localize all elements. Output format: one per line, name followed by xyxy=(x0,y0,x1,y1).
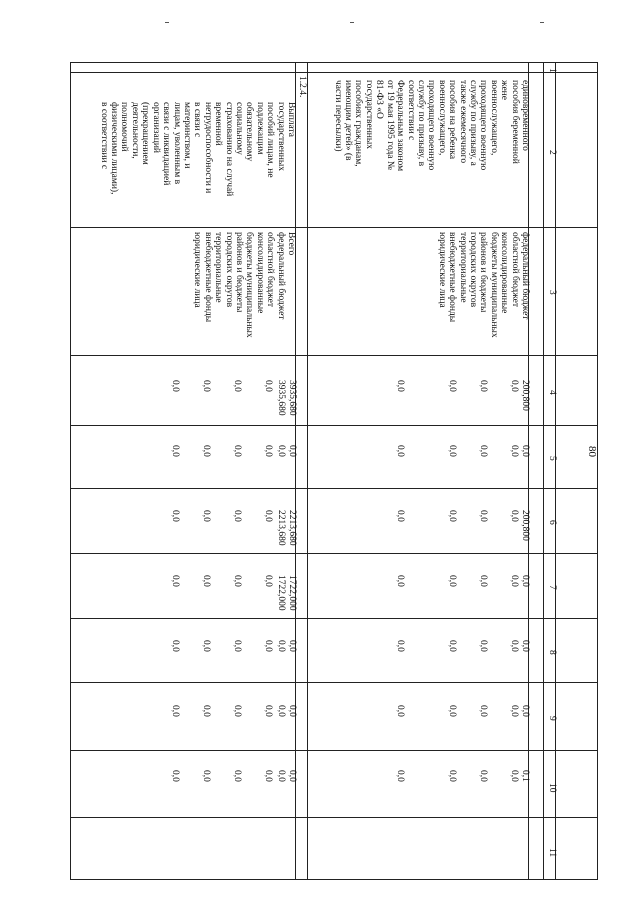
column-number: 8 xyxy=(547,650,557,655)
cell-value: 0,0 xyxy=(263,575,273,587)
col-divider xyxy=(70,682,598,683)
cell-value: 200,800 xyxy=(520,510,530,541)
row-divider xyxy=(555,62,556,880)
cell-value: 0,0 xyxy=(395,770,405,782)
description-line: государственных xyxy=(363,80,374,150)
source-line: консолидированные xyxy=(254,232,265,314)
cell-value: 0,0 xyxy=(232,575,242,587)
cell-value: 2213,680 xyxy=(287,510,297,546)
cell-value: 0,0 xyxy=(276,705,286,717)
cell-value: 0,0 xyxy=(520,575,530,587)
cell-value: 0,0 xyxy=(232,770,242,782)
row-number: 1.2.4. xyxy=(297,76,307,98)
source-line: федеральный бюджет xyxy=(275,232,286,320)
cell-value: 0,0 xyxy=(201,705,211,717)
description-line: пособий лицам, не xyxy=(265,102,276,178)
source-line: федеральный бюджет xyxy=(520,232,530,320)
description-line: временной xyxy=(213,102,224,146)
cell-value: 0,0 xyxy=(478,705,488,717)
cell-value: 0,0 xyxy=(276,640,286,652)
cell-value: 0,0 xyxy=(447,770,457,782)
cell-value: 0,0 xyxy=(478,445,488,457)
col-divider xyxy=(70,355,598,356)
row-divider xyxy=(543,62,544,880)
cell-value: 0,1 xyxy=(520,770,530,782)
cell-value: 0,0 xyxy=(395,705,405,717)
source-line: внебюджетные фонды xyxy=(202,232,213,323)
col-divider xyxy=(70,425,598,426)
source-line: районов и бюджеты xyxy=(478,232,489,313)
description-line: службу по призыву, а xyxy=(467,80,478,166)
cell-value: 0,0 xyxy=(232,380,242,392)
source-line: областной бюджет xyxy=(265,232,276,308)
column-number: 6 xyxy=(547,520,557,525)
cell-value: 0,0 xyxy=(509,575,519,587)
col-divider xyxy=(70,750,598,751)
description-line: (прекращением xyxy=(140,102,151,165)
cell-value: 0,0 xyxy=(447,640,457,652)
cell-value: 0,0 xyxy=(170,770,180,782)
cell-value: 0,0 xyxy=(395,380,405,392)
cell-value: 200,800 xyxy=(520,380,530,411)
cell-value: 0,0 xyxy=(509,770,519,782)
description-line: службу по призыву, в xyxy=(415,80,426,167)
cell-value: 0,0 xyxy=(509,445,519,457)
description-line: проходящего военную xyxy=(426,80,437,171)
description-line: государственных xyxy=(275,102,286,172)
description-line: обязательному xyxy=(244,102,255,162)
cell-value: 0,0 xyxy=(478,380,488,392)
cell-value: 0,0 xyxy=(263,770,273,782)
cell-value: 0,0 xyxy=(447,380,457,392)
cell-value: 0,0 xyxy=(170,705,180,717)
cell-value: 0,0 xyxy=(263,705,273,717)
cell-value: 0,0 xyxy=(478,640,488,652)
cell-value: 0,0 xyxy=(201,445,211,457)
column-number: 3 xyxy=(547,290,557,295)
cell-value: 0,0 xyxy=(201,640,211,652)
cell-value: 0,0 xyxy=(170,640,180,652)
cell-value: 0,0 xyxy=(447,705,457,717)
source-line: юридические лица xyxy=(436,232,447,308)
cell-value: 0,0 xyxy=(263,640,273,652)
cell-value: 0,0 xyxy=(520,640,530,652)
cell-value: 0,0 xyxy=(395,510,405,522)
description-line: в связи с xyxy=(192,102,203,138)
cell-value: 0,0 xyxy=(170,510,180,522)
cell-value: 0,0 xyxy=(287,770,297,782)
prev-row-description xyxy=(332,80,530,171)
source-line: территориальные xyxy=(457,232,468,303)
cell-value: 0,0 xyxy=(509,380,519,392)
cell-value: 0,0 xyxy=(232,445,242,457)
cell-value: 0,0 xyxy=(509,705,519,717)
cell-value: 3935,680 xyxy=(276,380,286,416)
cell-value: 0,0 xyxy=(201,510,211,522)
cell-value: 0,0 xyxy=(276,445,286,457)
description-line: страхованию на случай xyxy=(223,102,234,197)
description-line: Федеральным законом xyxy=(395,80,406,172)
description-line: проходящего военную xyxy=(478,80,489,171)
scan-mark xyxy=(540,22,544,23)
source-line: Всего xyxy=(286,232,296,256)
source-line: бюджеты муниципальных xyxy=(244,232,255,338)
cell-value: 0,0 xyxy=(263,380,273,392)
cell-value: 3935,680 xyxy=(287,380,297,416)
source-line: консолидированные xyxy=(499,232,510,314)
description-line: лицам, уволенным в xyxy=(171,102,182,185)
description-line: 81-ФЗ «О xyxy=(374,80,385,119)
description-line: пособия беременной xyxy=(509,80,520,164)
cell-value: 0,0 xyxy=(478,510,488,522)
description-line: части пересылки) xyxy=(332,80,343,152)
description-line: материнством, и xyxy=(181,102,192,169)
cell-value: 0,0 xyxy=(201,380,211,392)
row-124-description xyxy=(98,102,296,196)
row-divider xyxy=(307,62,308,880)
cell-value: 0,0 xyxy=(447,445,457,457)
description-line: от 19 мая 1995 года № xyxy=(384,80,395,170)
description-line: Выплата xyxy=(286,102,296,137)
cell-value: 0,0 xyxy=(447,575,457,587)
col-divider xyxy=(70,72,598,73)
cell-value: 0,0 xyxy=(170,445,180,457)
cell-value: 0,0 xyxy=(170,575,180,587)
cell-value: 0,0 xyxy=(287,705,297,717)
column-number: 5 xyxy=(547,456,557,461)
column-number: 7 xyxy=(547,585,557,590)
description-line: организаций xyxy=(150,102,161,154)
col-divider xyxy=(70,553,598,554)
cell-value: 0,0 xyxy=(170,380,180,392)
scan-mark xyxy=(165,22,169,23)
cell-value: 0,0 xyxy=(232,705,242,717)
cell-value: 1722,000 xyxy=(276,575,286,611)
description-line: жене xyxy=(499,80,510,100)
source-line: территориальные xyxy=(213,232,224,303)
cell-value: 0,0 xyxy=(232,510,242,522)
cell-value: 0,0 xyxy=(276,770,286,782)
cell-value: 0,0 xyxy=(395,445,405,457)
cell-value: 0,0 xyxy=(520,445,530,457)
cell-value: 0,0 xyxy=(263,510,273,522)
page-number: 80 xyxy=(586,446,598,457)
source-line: городских округов xyxy=(223,232,234,308)
col-divider xyxy=(70,227,598,228)
description-line: пособия на ребенка xyxy=(447,80,458,160)
column-number: 11 xyxy=(547,848,557,858)
source-line: городских округов xyxy=(467,232,478,308)
cell-value: 0,0 xyxy=(395,575,405,587)
col-divider xyxy=(70,488,598,489)
cell-value: 2213,680 xyxy=(276,510,286,546)
cell-value: 0,0 xyxy=(447,510,457,522)
description-line: в соответствии с xyxy=(98,102,109,170)
cell-value: 0,0 xyxy=(201,770,211,782)
cell-value: 0,0 xyxy=(287,640,297,652)
description-line: физическими лицами), xyxy=(109,102,120,195)
description-line: пособиях гражданам, xyxy=(353,80,364,167)
cell-value: 0,0 xyxy=(287,445,297,457)
cell-value: 0,0 xyxy=(478,575,488,587)
column-number: 9 xyxy=(547,716,557,721)
column-number: 1 xyxy=(547,68,557,73)
source-line: юридические лица xyxy=(192,232,203,308)
source-line: областной бюджет xyxy=(509,232,520,308)
row-124-sources xyxy=(192,232,296,338)
cell-value: 0,0 xyxy=(509,640,519,652)
col-divider xyxy=(70,618,598,619)
description-line: соответствии с xyxy=(405,80,416,141)
column-number: 4 xyxy=(547,390,557,395)
description-line: нетрудоспособности и xyxy=(202,102,213,194)
description-line: имеющим детей» (в xyxy=(343,80,354,161)
description-line: деятельности, xyxy=(129,102,140,159)
cell-value: 0,0 xyxy=(263,445,273,457)
source-line: бюджеты муниципальных xyxy=(488,232,499,338)
description-line: военнослужащего, xyxy=(436,80,447,156)
cell-value: 0,0 xyxy=(478,770,488,782)
cell-value: 0,0 xyxy=(520,705,530,717)
description-line: связи с ликвидацией xyxy=(161,102,172,186)
col-divider xyxy=(70,817,598,818)
row-divider xyxy=(528,62,529,880)
description-line: единовременного xyxy=(520,80,530,151)
description-line: социальному xyxy=(233,102,244,155)
prev-row-sources xyxy=(436,232,530,338)
description-line: также ежемесячного xyxy=(457,80,468,164)
cell-value: 0,0 xyxy=(395,640,405,652)
cell-value: 0,0 xyxy=(509,510,519,522)
scan-mark xyxy=(350,22,354,23)
source-line: внебюджетные фонды xyxy=(447,232,458,323)
column-number: 10 xyxy=(547,783,557,793)
cell-value: 1722,000 xyxy=(287,575,297,611)
column-number: 2 xyxy=(547,150,557,155)
description-line: военнослужащего, xyxy=(488,80,499,156)
source-line: районов и бюджеты xyxy=(233,232,244,313)
cell-value: 0,0 xyxy=(201,575,211,587)
description-line: подлежащим xyxy=(254,102,265,155)
cell-value: 0,0 xyxy=(232,640,242,652)
description-line: полномочий xyxy=(119,102,130,152)
